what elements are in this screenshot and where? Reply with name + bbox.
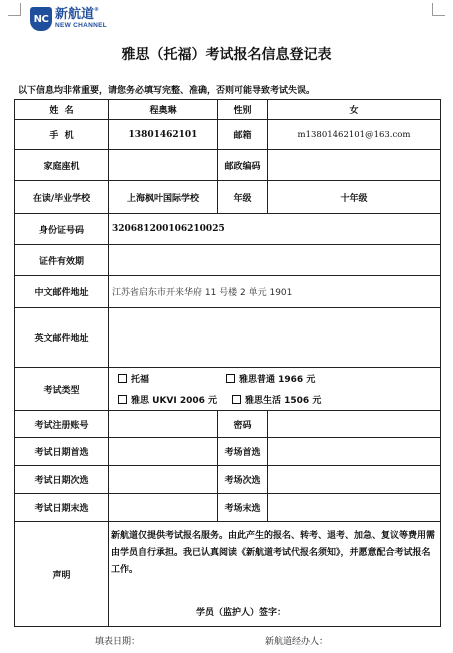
exam-option-ielts-ukvi[interactable]: 雅思 UKVI 2006 元	[118, 393, 232, 406]
notice-text: 以下信息均非常重要，请您务必填写完整、准确，否则可能导致考试失误。	[18, 86, 316, 96]
postcode-label: 邮政编码	[218, 150, 268, 181]
venue-last-field[interactable]	[268, 494, 441, 522]
name-field[interactable]: 程奥琳	[109, 100, 218, 120]
venue-first-label: 考场首选	[218, 438, 268, 466]
home-phone-label: 家庭座机	[15, 150, 109, 181]
gender-label: 性别	[218, 100, 268, 120]
exam-type-options	[109, 368, 441, 411]
account-label: 考试注册账号	[15, 411, 109, 438]
gender-field[interactable]: 女	[268, 100, 441, 120]
grade-field[interactable]: 十年级	[268, 181, 441, 214]
row-mobile	[15, 120, 441, 150]
id-number-field[interactable]: 320681200106210025	[109, 214, 441, 245]
new-channel-logo	[30, 6, 107, 32]
logo-english-name: NEW CHANNEL	[55, 22, 108, 30]
id-number-label: 身份证号码	[15, 214, 109, 245]
venue-first-field[interactable]	[268, 438, 441, 466]
id-validity-field[interactable]	[109, 245, 441, 276]
exam-option-ielts-general[interactable]: 雅思普通 1966 元	[226, 372, 315, 385]
fill-date-label: 填表日期：	[95, 637, 141, 647]
school-label: 在读/毕业学校	[15, 181, 109, 214]
id-validity-label: 证件有效期	[15, 245, 109, 276]
exam-type-label: 考试类型	[15, 368, 109, 411]
row-declaration	[15, 522, 441, 627]
date-second-field[interactable]	[109, 466, 218, 494]
cn-address-label: 中文邮件地址	[15, 276, 109, 308]
checkbox-icon[interactable]	[226, 374, 235, 383]
venue-second-field[interactable]	[268, 466, 441, 494]
row-id-validity	[15, 245, 441, 276]
checkbox-icon[interactable]	[118, 374, 127, 383]
row-school	[15, 181, 441, 214]
date-first-field[interactable]	[109, 438, 218, 466]
logo-chinese-name: 新航道®	[55, 7, 100, 23]
mobile-field[interactable]: 13801462101	[109, 120, 218, 150]
en-address-label: 英文邮件地址	[15, 308, 109, 368]
email-label: 邮箱	[218, 120, 268, 150]
declaration-cell	[109, 522, 441, 627]
date-last-field[interactable]	[109, 494, 218, 522]
email-field[interactable]: m13801462101@163.com	[268, 120, 441, 150]
mobile-label: 手 机	[15, 120, 109, 150]
checkbox-icon[interactable]	[118, 395, 127, 404]
signature-label: 学员（监护人）签字：	[196, 608, 287, 618]
declaration-label: 声明	[15, 522, 109, 627]
postcode-field[interactable]	[268, 150, 441, 181]
logo-mark: NC	[30, 7, 52, 31]
declaration-text: 新航道仅提供考试报名服务。由此产生的报名、转考、退考、加急、复议等费用需由学员自行承担。我已认真阅读《新航道考试代报名须知》，并愿意配合考试报名工作。	[111, 531, 436, 575]
venue-second-label: 考场次选	[218, 466, 268, 494]
checkbox-icon[interactable]	[232, 395, 241, 404]
name-label: 姓 名	[15, 100, 109, 120]
school-field[interactable]: 上海枫叶国际学校	[109, 181, 218, 214]
row-en-address	[15, 308, 441, 368]
page-title: 雅思（托福）考试报名信息登记表	[121, 47, 332, 63]
logo-text	[55, 8, 107, 30]
row-name	[15, 100, 441, 120]
row-date-first	[15, 438, 441, 466]
date-last-label: 考试日期末选	[15, 494, 109, 522]
row-cn-address	[15, 276, 441, 308]
row-home-phone	[15, 150, 441, 181]
row-id-number	[15, 214, 441, 245]
date-second-label: 考试日期次选	[15, 466, 109, 494]
date-first-label: 考试日期首选	[15, 438, 109, 466]
crop-mark-top-left	[8, 3, 21, 16]
venue-last-label: 考场末选	[218, 494, 268, 522]
password-label: 密码	[218, 411, 268, 438]
cn-address-field[interactable]: 江苏省启东市开来华府 11 号楼 2 单元 1901	[109, 276, 441, 308]
row-date-second	[15, 466, 441, 494]
agent-label: 新航道经办人：	[265, 637, 329, 647]
registered-mark: ®	[94, 7, 100, 14]
registration-form-table	[14, 99, 441, 627]
exam-option-ielts-life[interactable]: 雅思生活 1506 元	[232, 393, 321, 406]
password-field[interactable]	[268, 411, 441, 438]
home-phone-field[interactable]	[109, 150, 218, 181]
row-exam-type	[15, 368, 441, 411]
row-date-last	[15, 494, 441, 522]
row-account	[15, 411, 441, 438]
account-field[interactable]	[109, 411, 218, 438]
en-address-field[interactable]	[109, 308, 441, 368]
grade-label: 年级	[218, 181, 268, 214]
crop-mark-top-right	[432, 3, 445, 16]
exam-option-toefl[interactable]: 托福	[118, 372, 226, 385]
